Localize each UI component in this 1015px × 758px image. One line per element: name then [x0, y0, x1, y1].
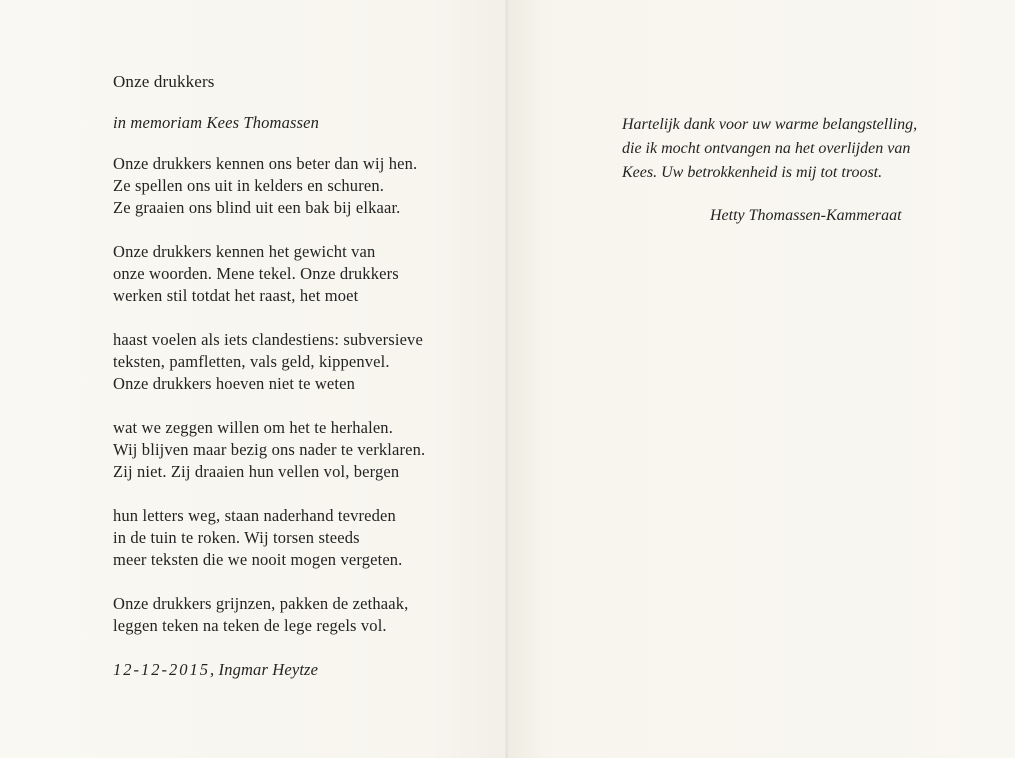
- poem-signature: [113, 659, 473, 681]
- poem-line: Onze drukkers kennen het gewicht van: [113, 242, 376, 261]
- stanza-1: [113, 153, 473, 219]
- poem-line: haast voelen als iets clandestiens: subversieve: [113, 330, 423, 349]
- poem-line: Wij blijven maar bezig ons nader te verklaren.: [113, 440, 426, 459]
- poem-line: Zij niet. Zij draaien hun vellen vol, bergen: [113, 462, 400, 481]
- stanza-4: [113, 417, 473, 483]
- stanza-3: [113, 329, 473, 395]
- poem-line: Onze drukkers grijnzen, pakken de zethaak,: [113, 594, 409, 613]
- thanks-line: Kees. Uw betrokkenheid is mij tot troost.: [622, 164, 883, 181]
- thanks-signer: Hetty Thomassen-Kammeraat: [710, 207, 902, 224]
- poem-line: in de tuin te roken. Wij torsen steeds: [113, 528, 360, 547]
- poem-line: Onze drukkers hoeven niet te weten: [113, 374, 355, 393]
- poem-line: Onze drukkers kennen ons beter dan wij hen.: [113, 154, 418, 173]
- poem-line: leggen teken na teken de lege regels vol.: [113, 616, 387, 635]
- poem-title: Onze drukkers: [113, 72, 215, 91]
- poem-line: teksten, pamfletten, vals geld, kippenvel.: [113, 352, 390, 371]
- stanza-6: [113, 593, 473, 637]
- poem-line: Ze spellen ons uit in kelders en schuren.: [113, 176, 384, 195]
- signature-author: , Ingmar Heytze: [210, 660, 319, 679]
- stanza-5: [113, 505, 473, 571]
- poem-line: werken stil totdat het raast, het moet: [113, 286, 359, 305]
- poem-line: wat we zeggen willen om het te herhalen.: [113, 418, 393, 437]
- thanks-line: Hartelijk dank voor uw warme belangstelling,: [622, 116, 918, 133]
- poem-line: onze woorden. Mene tekel. Onze drukkers: [113, 264, 399, 283]
- poem-line: Ze graaien ons blind uit een bak bij elkaar.: [113, 198, 401, 217]
- signature-date: 12-12-2015: [113, 660, 210, 679]
- poem-line: meer teksten die we nooit mogen vergeten.: [113, 550, 403, 569]
- poem: [113, 71, 473, 681]
- thanks-message: [622, 113, 942, 185]
- thanks-line: die ik mocht ontvangen na het overlijden van: [622, 140, 911, 157]
- poem-line: hun letters weg, staan naderhand tevreden: [113, 506, 396, 525]
- stanza-2: [113, 241, 473, 307]
- poem-dedication: in memoriam Kees Thomassen: [113, 113, 320, 132]
- card-fold: [505, 0, 508, 758]
